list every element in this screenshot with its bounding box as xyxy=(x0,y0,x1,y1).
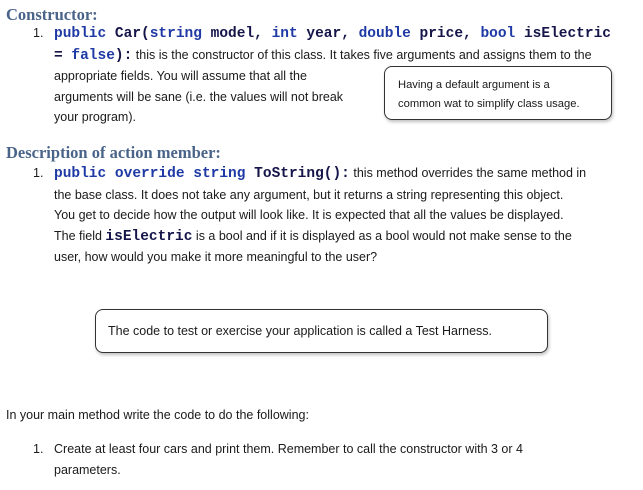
default-argument-callout-line1: Having a default argument is a xyxy=(398,79,550,91)
default-argument-callout xyxy=(384,66,612,120)
main-method-list-number: 1. xyxy=(33,442,44,456)
action-member-description: public override string ToString(): this method overrides the same method in the base class. It does not take any argument, but it returns a string representing this object. You get to decide how the output will look like. It is expected that all the values be displayed. The field isElectric is a bool and if it is displayed as a bool would not make sense to the user, how would you make it more meaningful to the user? xyxy=(54,166,587,264)
default-argument-callout-line2: common wat to simplify class usage. xyxy=(398,98,580,110)
main-method-item: Create at least four cars and print them. Remember to call the constructor with 3 or 4 parameters. xyxy=(54,442,523,477)
constructor-heading: Constructor: xyxy=(6,5,98,24)
constructor-signature: public Car(string model, int year, double price, bool isElectric xyxy=(54,26,611,42)
test-harness-callout: The code to test or exercise your application is called a Test Harness. xyxy=(95,309,548,353)
tostring-signature: public override string ToString(): xyxy=(54,166,350,182)
iselectric-field: isElectric xyxy=(105,228,193,245)
constructor-description: public Car(string model, int year, double price, bool isElectric = false): this is the constructor of this class. It takes five arguments and assigns them to the appropriate fields. You will assume that all the arguments will be sane (i.e. the values will not break your program). xyxy=(54,26,611,124)
constructor-list-number: 1. xyxy=(33,26,44,40)
action-member-heading: Description of action member: xyxy=(6,143,221,162)
action-member-list-number: 1. xyxy=(33,166,44,180)
main-method-intro: In your main method write the code to do the following: xyxy=(6,408,309,422)
